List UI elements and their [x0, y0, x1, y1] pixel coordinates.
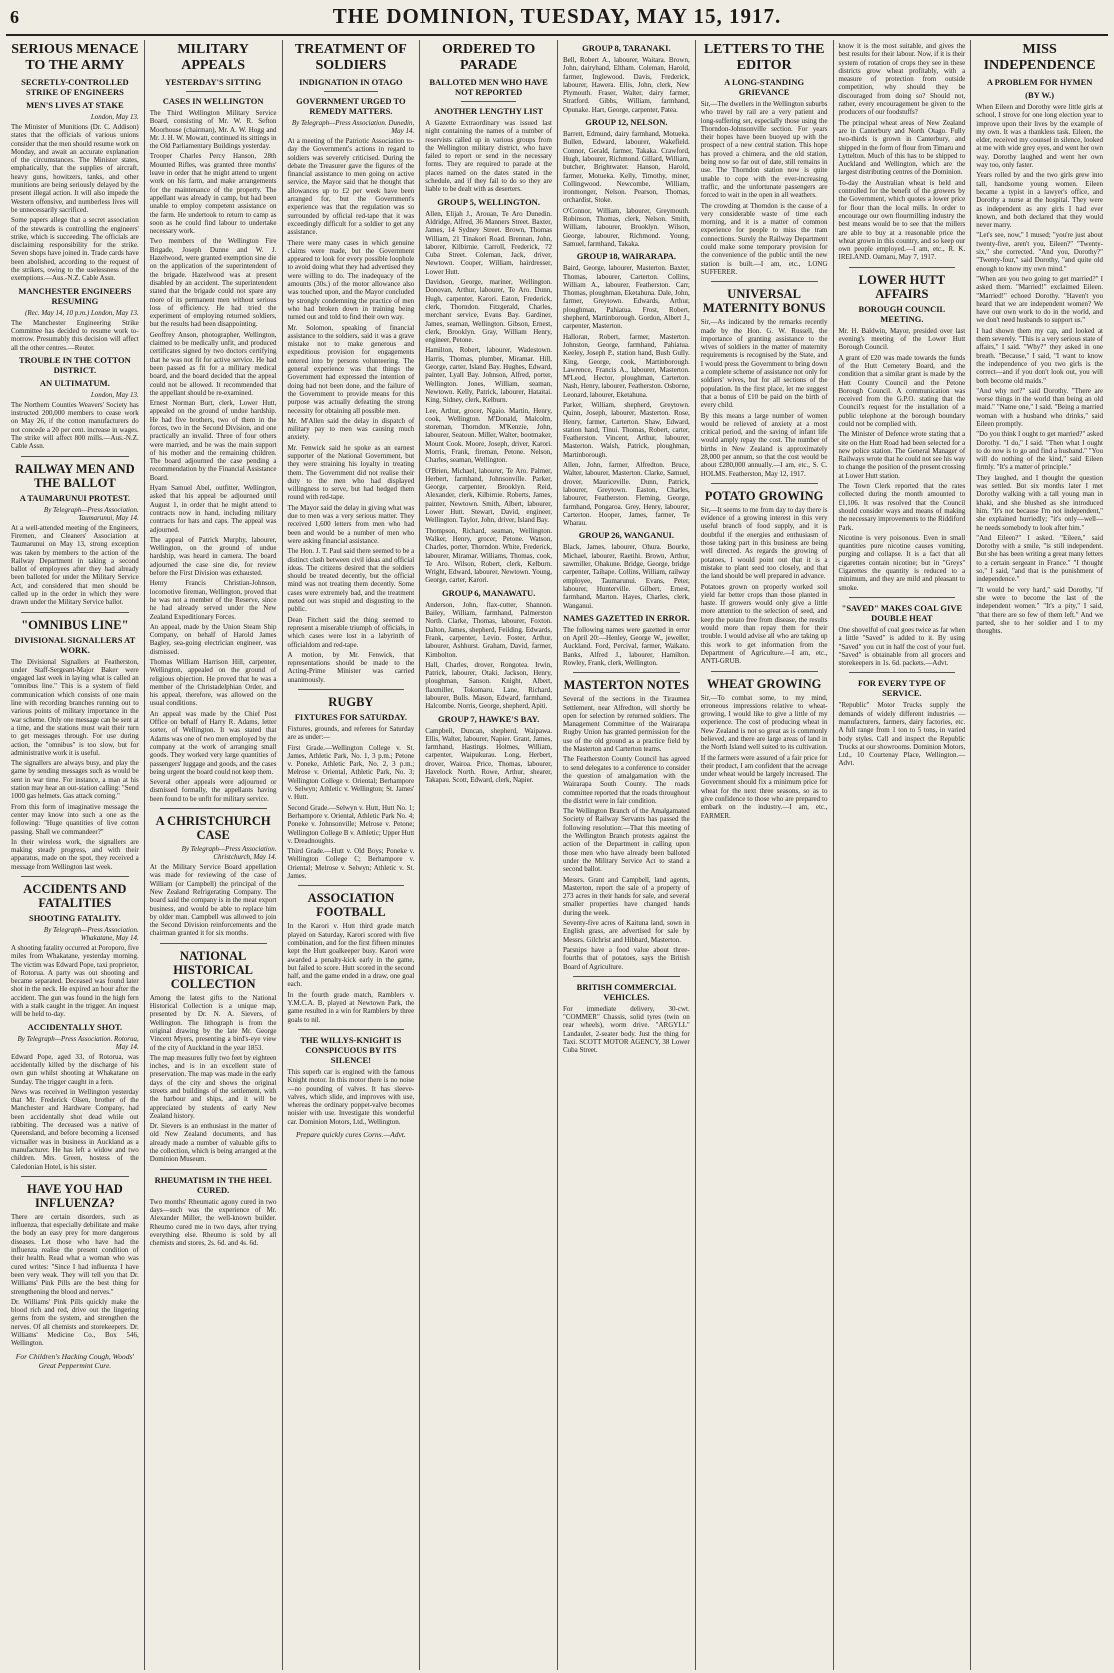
- advertisement-line: Prepare quickly cures Corns.—Advt.: [295, 1129, 406, 1139]
- article-paragraph: Mr. Fenwick said he spoke as an earnest supporter of the National Government, but they were straining his loyalty in treating them. The Government did not realise their duty to the men who had displayed willingness to serve, but had hedged them round with red-tape.: [287, 443, 415, 502]
- dateline: By Telegraph—Press Association. Whakatane, May 14.: [43, 926, 139, 942]
- masthead: [6, 4, 1108, 36]
- headline: A CHRISTCHURCH CASE: [155, 814, 271, 843]
- subheading: BALLOTED MEN WHO HAVE NOT REPORTED: [429, 77, 548, 97]
- subheading: GROUP 18, WAIRARAPA.: [576, 251, 677, 262]
- subheading: MEN'S LIVES AT STAKE: [26, 100, 124, 110]
- headline: ORDERED TO PARADE: [442, 42, 536, 73]
- article-paragraph: Sir,—The dwellers in the Wellington suburbs who travel by rail are a very patient and long-suffering set, especially those using the Thorndon-Johnsonville section. For years their hopes have been buoyed up with the prospect of a new central station. This hope has proved a chimera, and the old station, being now so far out of date, still remains in use. The Thorndon station now is quite unable to cope with the ever-increasing traffic, and the unfortunate passengers are forced to wait in the open in all weathers.: [700, 100, 828, 200]
- article-paragraph: Sir,—It seems to me from day to day there is evidence of a growing interest in this very useful branch of food supply, and it is doubtful if the energies and enthusiasm of those taking part in this business are being well directed. As regards the growing of potatoes, I would point out that it is a mistake to plant seed too closely, and that the land should be well prepared in advance.: [700, 505, 828, 581]
- article-paragraph: Potatoes grown on properly worked soil yield far better crops than those planted in haste. If growers would only give a little more attention to the selection of seed, and keep the potato free from disease, the results would more than repay them for their trouble. I would advise all who are taking up this work to get information from the Department of Agriculture.—I am, etc., ANTI-GRUB.: [700, 582, 828, 666]
- subheading: A PROBLEM FOR HYMEN: [986, 77, 1093, 87]
- article-paragraph: Mr. H. Baldwin, Mayor, presided over last evening's meeting of the Lower Hutt Borough Council.: [838, 326, 966, 352]
- subheading: SHOOTING FATALITY.: [28, 913, 121, 923]
- column-8: [970, 40, 1108, 1670]
- article-paragraph: Anderson, John, flax-cutter, Shannon. Bailey, William, farmhand, Palmerston North. Clarke, Thomas, labourer, Foxton. Dalton, James, shepherd, Feilding. Edwards, Frank, carpenter, Levin. Foster, Arthur, labourer, Ashhurst. Graham, David, farmer, Kimbolton.: [425, 600, 552, 659]
- subheading: DIVISIONAL SIGNALLERS AT WORK.: [14, 634, 136, 655]
- dateline: By Telegraph—Press Association. Dunedin, May 14.: [291, 119, 415, 135]
- article-paragraph: know it is the most suitable, and gives the best results for their labour. Now, if it is their system of rotation of crops they see in these districts grow wheat profitably, with a measure of protection from outside competition, why should they be discouraged from doing so? Should not, rather, every encouragement be given to the producers of our foodstuffs?: [838, 42, 966, 117]
- advertisement-line: For Children's Hacking Cough, Woods' Great Peppermint Cure.: [15, 1351, 135, 1370]
- article-paragraph: Two months' Rheumatic agony cured in two days—such was the experience of Mr. Alexander Miller, the well-known builder. Rheumo cured me in two days, after trying everything else. Rheumo is sold by all chemists and stores, 2s. 6d. and 4s. 6d.: [149, 1197, 277, 1248]
- subheading: NAMES GAZETTED IN ERROR.: [563, 612, 690, 623]
- subheading: FOR EVERY TYPE OF SERVICE.: [857, 678, 946, 699]
- column-rule: [21, 612, 129, 613]
- article-paragraph: Hamilton, Robert, labourer, Wadestown. Harris, Thomas, plumber, Miramar. Hill, George, carter, Island Bay. Hughes, Edward, painter, Lyall Bay. Johnson, Alfred, porter, Wellington. Jones, William, seaman, Newtown. Kelly, Patrick, labourer, Hataitai. King, Sidney, clerk, Kelburn.: [425, 346, 552, 405]
- article-paragraph: Some papers allege that a secret association of the stewards is controlling the engineers' strike, which is succeeding. The officials are disclaiming responsibility for the strike. Seven shops have joined in. Trade cards have been abolished, according to the request of the strikers, owing to the uselessness of the exemptions.—Aus.-N.Z. Cable Assn.: [11, 216, 139, 283]
- masthead-title: THE DOMINION, TUESDAY, MAY 15, 1917.: [332, 4, 782, 28]
- article-paragraph: Ernest Norman Burt, clerk, Lower Hutt, appealed on the ground of undue hardship. He had five brothers, two of them in the forces, two in the Second Division, and one practically an invalid. Three of four others were married, and he was the main support of his mother and the remaining children. The board adjourned the case pending a recommendation by the Financial Assistance Board.: [149, 399, 277, 482]
- article-paragraph: The following names were gazetted in error on April 20:—Henley, George W., jeweller, Auckland. Ford, Percival, farmer, Waikato. Banks, Alfred J., labourer, Hamilton. Rowley, Frank, clerk, Wellington.: [563, 625, 690, 667]
- column-rule: [160, 943, 267, 944]
- article-paragraph: To-day the Australian wheat is held and controlled for the benefit of the growers by the Government, which quotes a lower price for flour than the local mills. In order to encourage our own flourmilling industry the best means would be to see that the millers are able to buy at a reasonable price the wheat grown in this country, and so keep our own people employed.—I am, etc., R. K. IRELAND. Oamaru, May 7, 1917.: [838, 178, 966, 262]
- subheading: GROUP 7, HAWKE'S BAY.: [438, 713, 540, 724]
- article-paragraph: Messrs. Grant and Campbell, land agents, Masterton, report the sale of a property of 273 acres in their hands for sale, and several smaller properties have changed hands during the week.: [563, 875, 690, 917]
- subheading: A LONG-STANDING GRIEVANCE: [724, 77, 805, 97]
- article-paragraph: Seventy-five acres of Kaituna land, sown in English grass, are advertised for sale by Messrs. Gilchrist and Hibbard, Masterton.: [563, 919, 690, 944]
- column-rule: [298, 1029, 405, 1030]
- subheading: GROUP 6, MANAWATU.: [441, 587, 536, 598]
- article-paragraph: They laughed, and I thought the question was settled. But six months later I met Dorothy walking with a tall young man in khaki, and she blushed as she introduced him. "It's not because I'm not independent," she explained hurriedly; "it's only—well—he needs somebody to look after him.": [976, 473, 1103, 532]
- article-paragraph: "Do you think I ought to get married?" asked Dorothy. "I do," I said. "Then what I ought to do now is to go and find a husband." "You will do nothing of the kind," said Eileen firmly. "It's a matter of principle.": [976, 430, 1103, 472]
- column-6: [695, 40, 833, 1670]
- column-rule: [298, 885, 405, 886]
- article-paragraph: If the farmers were assured of a fair price for their product, I am confident that the acreage under wheat would be largely increased. The Government should fix a minimum price for wheat for the next three seasons, so as to give confidence to those who are prepared to embark on the industry.—I am, etc., FARMER.: [700, 753, 828, 820]
- article-paragraph: Halloran, Robert, farmer, Masterton. Johnston, George, farmhand, Pahiatua. Keeley, Joseph P., station hand, Bush Gully. King, George, cook, Martinborough. Lawrence, Francis A., labourer, Masterton. M'Leod, Hector, ploughman, Carterton. Nash, Henry, labourer, Featherston. Osborne, Leonard, labourer, Eketahuna.: [563, 332, 690, 399]
- headline: LETTERS TO THE EDITOR: [703, 42, 825, 73]
- article-paragraph: Years rolled by and the two girls grew into tall, handsome young women. Eileen became a typist in a lawyer's office, and Dorothy a nurse at the hospital. They were as independent as any girls I had ever known, and both declared that they would never marry.: [976, 171, 1103, 230]
- subheading: RHEUMATISM IN THE HEEL CURED.: [154, 1174, 272, 1195]
- article-paragraph: Dr. Sievers is an enthusiast in the matter of old New Zealand documents, and has already made a number of valuable gifts to the collection, which is being arranged at the Dominion Museum.: [149, 1122, 277, 1164]
- subheading: FIXTURES FOR SATURDAY.: [294, 712, 408, 722]
- article-paragraph: The Third Wellington Military Service Board, consisting of Mr. W. R. Sefton Moorhouse (chairman), Mr. A. W. Hogg and Mr. J. H. W. Mowatt, continued its sittings in the Old Parliamentary Buildings yesterday.: [149, 109, 277, 151]
- headline: RAILWAY MEN AND THE BALLOT: [15, 461, 135, 490]
- article-paragraph: News was received in Wellington yesterday that Mr. Frederick Olsen, brother of the Manchester and Hardware Company, had been accidentally shot dead while out rabbiting. The deceased was a native of Queensland, and before becoming a licensed victualler was in business in Auckland as a manufacturer. He has left a widow and two children. Mrs. Green, hostess of the Caledonian Hotel, is his sister.: [11, 1087, 139, 1171]
- column-rule: [849, 672, 956, 673]
- article-paragraph: Parsnips have a food value about three-fourths that of potatoes, says the British Board of Agriculture.: [563, 945, 690, 971]
- article-paragraph: Hall, Charles, drover, Rongotea. Irwin, Patrick, labourer, Otaki. Jackson, Henry, ploughman, Sanson. Knight, Albert, flaxmiller, Tokomaru. Lane, Richard, labourer, Bulls. Mason, Edward, farmhand, Halcombe. Norris, George, shepherd, Apiti.: [425, 660, 552, 711]
- article-paragraph: The principal wheat areas of New Zealand are in Canterbury and North Otago. Fully two-thirds is grown in Canterbury, and shipped in the form of flour from Timaru and Lyttelton. Much of this has to be shipped to Auckland and Wellington, which are the largest distributing centres of the Dominion.: [838, 118, 966, 177]
- article-paragraph: Geoffrey Anson, photographer, Wellington, claimed to be medically unfit, and produced certificates signed by two doctors certifying that he was not fit for active service. He had been passed as fit for a military medical board, and the board decided that the appeal could not be allowed. It recommended that the appellant should be re-examined.: [149, 330, 277, 397]
- headline: WHEAT GROWING: [706, 676, 822, 691]
- subheading: TROUBLE IN THE COTTON DISTRICT.: [18, 354, 131, 375]
- dateline: (Rec. May 14, 10 p.m.) London, May 13.: [25, 308, 139, 317]
- article-paragraph: In the Karori v. Hutt third grade match played on Saturday, Karori scored with five combination, and for the first fifteen minutes kept the Hutt goalkeeper busy. Karori were awarded a penalty-kick early in the game, but failed to score. Hutt scored in the second half, and the game ended in a draw, one goal each.: [287, 922, 415, 989]
- article-paragraph: Parker, William, shepherd, Greytown. Quinn, Joseph, labourer, Masterton. Rose, Henry, farmer, Carterton. Shaw, Edward, station hand, Tinui. Thomas, Robert, carter, Featherston. Vincent, Arthur, labourer, Masterton. Walsh, Patrick, ploughman, Martinborough.: [563, 400, 690, 459]
- subheading: ANOTHER LENGTHY LIST: [434, 106, 544, 116]
- article-paragraph: "When are you two going to get married?" I asked them. "Married!" exclaimed Eileen. "Married!" echoed Dorothy. "Haven't you heard that we are independent women? We have our own work to do in the world, and we don't need husbands to support us.": [976, 274, 1103, 325]
- column-rule: [160, 808, 267, 809]
- article-paragraph: O'Brien, Michael, labourer, Te Aro. Palmer, Herbert, farmhand, Johnsonville. Parker, George, carpenter, Brooklyn. Reid, Alexander, clerk, Kilbirnie. Roberts, James, painter, Newtown. Smith, Albert, labourer, Lower Hutt. Stewart, David, engineer, Wellington. Taylor, John, driver, Island Bay.: [425, 466, 552, 525]
- column-1: [6, 40, 144, 1670]
- column-rule: [711, 671, 818, 672]
- article-paragraph: Among the latest gifts to the National Historical Collection is a unique map, presented by Dr. N. A. Sievers, of Wellington. The lithograph is from the original drawing by the late Mr. George Vincent Myers, presenting a bird's-eye view of the city of Auckland in the year 1853.: [149, 993, 277, 1052]
- article-paragraph: Trooper Charles Percy Hanson, 28th Mounted Rifles, was granted three months' leave in order that he might attend to urgent work on his farm, and make arrangements for the maintenance of the property. The appellant was already in camp, but had been unable to employ competent assistance on the farm. He undertook to return to camp as soon as he could find labour to undertake necessary work.: [149, 152, 277, 236]
- subheading: CASES IN WELLINGTON: [162, 96, 264, 106]
- subheading: MANCHESTER ENGINEERS RESUMING: [18, 285, 132, 306]
- article-paragraph: The Manchester Engineering Strike Committee has decided to resume work to-morrow. Presumably this decision will affect all the other centres.—Reuter.: [11, 318, 139, 352]
- dateline: By Telegraph—Press Association. Rotorua, May 14.: [17, 1034, 139, 1051]
- subheading: A TAUMARUNUI PROTEST.: [19, 492, 131, 503]
- subheading: GROUP 12, NELSON.: [585, 117, 668, 128]
- column-rule: [160, 1169, 267, 1170]
- article-paragraph: "And Eileen?" I asked. "Eileen," said Dorothy with a smile, "is still independent. But she has been writing a great many letters to a certain sergeant in France." "I thought so," I said, "and that is the punishment of independence.": [976, 533, 1103, 584]
- article-paragraph: Dean Fitchett said the thing seemed to represent a miserable triumph of officials, in which cases were lost in a labyrinth of officialdom and red-tape.: [287, 615, 415, 649]
- column-rule: [21, 876, 129, 877]
- subheading: GROUP 8, TARANAKI.: [582, 43, 671, 53]
- article-paragraph: Sir,—As indicated by the remarks recently made by the Hon. G. W. Russell, the importance of granting assistance to the wives of soldiers in the matter of maternity requirements is recognised by the State, and I would press the Government to bring down a complete scheme of assistance not only for soldiers' wives, but for all sections of the population. In the first place, let me suggest that a bonus of £10 be paid on the birth of every child.: [700, 318, 828, 410]
- column-rule: [573, 672, 680, 673]
- column-3: [282, 40, 420, 1670]
- article-paragraph: By this means a large number of women would be relieved of anxiety at a most critical period, and the saving of infant life would amply repay the cost. The number of births in New Zealand is approximately 28,000 per annum, so that the cost would be about £280,000 annually.—I am, etc., S. C. HOLMS. Featherston, May 12, 1917.: [700, 411, 828, 478]
- article-paragraph: Mr. M'Allen said the delay in dispatch of military pay to men was causing much anxiety.: [287, 416, 415, 442]
- article-paragraph: The Mayor said the delay in giving what was due to men was a very serious matter. They received 1,600 letters from men who had been and would be a number of men who were asking financial assistance.: [287, 503, 415, 545]
- short-rule: [461, 101, 516, 102]
- article-paragraph: The Hon. J. T. Paul said there seemed to be a distinct clash between civil ideas and official ideas. The citizens desired that the soldiers should be treated decently, but the official mind was not treating them decently. Some cases were extremely bad, and the treatment meted out was stupid and disgusting to the public.: [287, 547, 415, 614]
- article-paragraph: Two members of the Wellington Fire Brigade, Joseph Dunne and W. J. Hazelwood, were granted exemption sine die on the application of the superintendent of the brigade. Hazelwood was at present disabled by an accident. The superintendent stated that the brigade could not spare any more of its permanent men without serious loss of efficiency. He had tried the experiment of employing returned soldiers, but the results had been disappointing.: [149, 237, 277, 329]
- article-paragraph: From this form of imaginative message the center may know into such a one as the following: "Huge quantities of live cotton passing. Shall we commandeer?": [11, 802, 139, 836]
- subheading: GROUP 26, WANGANUI.: [578, 530, 674, 541]
- article-paragraph: Bell, Robert A., labourer, Waitara. Brown, John, dairyhand, Eltham. Coleman, Harold, farmer, Inglewood. Davis, Frederick, labourer, Hawera. Ellis, John, clerk, New Plymouth. Fraser, Walter, dairy farmer, Stratford. Gibbs, William, farmhand, Opunake. Hart, George, carpenter, Patea.: [563, 56, 690, 114]
- dateline: London, May 13.: [90, 390, 139, 399]
- article-paragraph: Lee, Arthur, grocer, Ngaio. Martin, Henry, cook, Wellington. M'Donald, Malcolm, storeman, Thorndon. M'Kenzie, John, labourer, Seatoun. Miller, Walter, bootmaker, Mount Cook. Moore, Joseph, driver, Karori. Morris, Frank, fireman, Petone. Nelson, Charles, seaman, Wellington.: [425, 406, 552, 465]
- article-paragraph: I had shown them my cap, and looked at them severely. "This is a very serious state of affairs," I said. "Why?" they asked in one breath. "Because," I said, "I want to know the independence of you two girls is the correct—and if you don't look out, you will both become old maids.": [976, 326, 1103, 385]
- headline: "OMNIBUS LINE": [21, 617, 129, 632]
- headline: ASSOCIATION FOOTBALL: [307, 891, 395, 920]
- article-paragraph: The Divisional Signallers at Featherston, under Staff-Sergeant-Major Baker were engaged last week in laying what is called an "omnibus line." This is a system of field communication which consists of one main line with recording branches running out to various points of military importance in the war scheme. Only one message can be sent at a time, and the stations must wait their turn to get messages through. For use during action, the "omnibus" is too slow, but for administrative work it is useful.: [11, 657, 139, 757]
- page-number: 6: [10, 7, 19, 27]
- article-paragraph: "It would be very hard," said Dorothy, "if she were to become the last of the independent women." "It's a pity," I said, "that there are so few of them left." And we parted, she to her soldier and I to my thoughts.: [976, 585, 1103, 636]
- article-paragraph: Several of the sections in the Tiraumea Settlement, near Alfredton, will shortly be open for selection by returned soldiers. The Management Committee of the Wairarapa Rugby Union has granted permission for the use of the old ground as a practice field by the Masterton and Carterton teams.: [563, 695, 690, 754]
- article-paragraph: Fixtures, grounds, and referees for Saturday are as under:—: [287, 725, 415, 742]
- headline: MILITARY APPEALS: [177, 42, 249, 73]
- column-7: [833, 40, 971, 1670]
- subheading: THE WILLYS-KNIGHT IS CONSPICUOUS BY ITS SILENCE!: [300, 1034, 402, 1065]
- article-paragraph: In their wireless work, the signallers are making steady progress, and with their apparatus, made on the spot, they received a message from Wellington last week.: [11, 837, 139, 871]
- subheading: (BY W.): [1025, 90, 1055, 100]
- article-paragraph: Several other appeals were adjourned or dismissed formally, the appellants having been found to be unfit for military service.: [149, 778, 277, 803]
- article-paragraph: The Featherston County Council has agreed to send delegates to a conference to consider the question of amalgamation with the Wairarapa South County. The roads committee reported that the roads throughout the district were in fair condition.: [563, 755, 690, 805]
- subheading: "SAVED" MAKES COAL GIVE DOUBLE HEAT: [841, 602, 963, 623]
- article-paragraph: In the fourth grade match, Ramblers v. Y.M.C.A. B, played at Newtown Park, the game resulted in a win for Ramblers by three goals to nil.: [287, 990, 415, 1024]
- article-paragraph: There are certain disorders, such as influenza, that especially debilitate and make the body an easy prey for more dangerous diseases. Let those who have had the influenza realise the present condition of their health. Read what a woman who was cured writes: "Since I had influenza I have been very weak. They will tell you that Dr. Williams' Pink Pills are the best thing for strengthening the blood and nerves.": [11, 1212, 139, 1296]
- article-paragraph: An appeal, made by the Union Steam Ship Company, on behalf of Harold James Bagley, sea-going electrician engineer, was dismissed.: [149, 622, 277, 656]
- article-paragraph: The Town Clerk reported that the rates collected during the month amounted to £1,106. It was resolved that the Council should consider ways and means of making the necessary improvements to the Riddiford Park.: [838, 482, 966, 532]
- article-paragraph: A grant of £20 was made towards the funds of the Hutt Cemetery Board, and the condition that a similar grant is made by the Hutt County Council and the Petone Borough Council. A communication was received from the G.P.O. stating that the Council's request for the installation of a public telephone at the borough boundary could not be complied with.: [838, 353, 966, 428]
- article-paragraph: Hyam Samuel Abel, outfitter, Wellington, asked that his appeal be adjourned until August 1, in order that he might attend to contracts now in hand, including military contracts for hats and caps. The appeal was adjourned.: [149, 484, 277, 534]
- headline: UNIVERSAL MATERNITY BONUS: [702, 287, 826, 316]
- headline: MASTERTON NOTES: [563, 678, 690, 693]
- article-paragraph: The crowding at Thorndon is the cause of a very considerable waste of time each morning, and it is a matter of common experience for people to miss the tram connections. Surely the Railway Department could make some temporary provision for the convenience of the public until the new station is built.—I am, etc., LONG SUFFERER.: [700, 201, 828, 276]
- article-paragraph: The signallers are always busy, and play the game by sending messages such as would be sent in war time. For instance, a man at his station may hear an out-station calling: "Send 1000 gas helmets. Gas attack coming.": [11, 759, 139, 801]
- article-paragraph: Second Grade.—Selwyn v. Hutt, Hutt No. 1; Berhampore v. Oriental, Athletic Park No. 4; Poneke v. Johnsonville; Melrose v. Petone; Wellington College B v. Athletic; Upper Hutt v. Dreadnoughts.: [287, 803, 415, 845]
- short-rule: [186, 91, 241, 92]
- column-rule: [21, 1176, 129, 1177]
- article-paragraph: One shovelful of coal goes twice as far when a little "Saved" is added to it. By using "Saved" you cut in half the cost of your fuel. "Saved" is obtainable from all grocers and storekeepers in 1s. 6d. packets.—Advt.: [838, 625, 966, 668]
- article-paragraph: An appeal was made by the Chief Post Office on behalf of Harry R. Adams, letter sorter, of Wellington. It was stated that Adams was one of two men employed by the company at the work of arranging small goods. They worked very large quantities of passengers' luggage and goods, and the cases being urgent the board could not keep them.: [149, 709, 277, 776]
- article-paragraph: "Republic" Motor Trucks supply the demands of widely different industries — manufacturers, farmers, dairy factories, etc. A full range from 1 ton to 5 tons, in varied body styles. Call and inspect the Republic Trucks at our showrooms. Dominion Motors, Ltd., 10 Courtenay Place, Wellington.—Advt.: [838, 701, 966, 768]
- article-paragraph: "Let's see, now," I mused; "you're just about twenty-five, aren't you, Eileen?" "Twenty-six," she corrected. "And you, Dorothy?" "Twenty-four," said Dorothy, "and quite old enough to know my own mind.": [976, 231, 1103, 273]
- article-paragraph: A Gazette Extraordinary was issued last night containing the names of a number of reservists called up in various groups from the Wellington military district, who have failed to report or send in the necessary forms. They are required to parade at the places named on the dates stated in the schedule, and if they fail to do so they are liable to be dealt with as deserters.: [425, 119, 552, 194]
- article-paragraph: At a well-attended meeting of the Engineers, Firemen, and Cleaners' Association at Taumarunui on May 13, strong exception was taken by members to the action of the Railway Department in taking a second ballot of employees after they had already been balloted for under the Military Service Act, and considered that men should be called up in the order in which they were drawn under the Military Service ballot.: [11, 523, 139, 607]
- article-paragraph: The Minister of Munitions (Dr. C. Addison) states that the officials of various unions consider that the men should resume work on Monday, and await an accurate explanation of the circumstances. The Minister states, emphatically, that the supplies of aircraft, heavy guns, howitzers, tanks, and other munitions are being seriously delayed by the present illegal action. It will also impede the Western offensive, and numberless lives will be unnecessarily sacrificed.: [11, 123, 139, 214]
- column-rule: [21, 456, 129, 457]
- column-rule: [849, 267, 956, 268]
- article-paragraph: Allen, John, farmer, Alfredton. Bruce, Walter, labourer, Masterton. Clarke, Samuel, drover, Mauriceville. Dunn, Patrick, labourer, Greytown. Easton, Charles, labourer, Featherston. Fleming, George, farmhand, Pongaroa. Grey, Henry, labourer, Carterton. Hooper, James, farmer, Te Wharau.: [563, 461, 690, 528]
- subheading: SECRETLY-CONTROLLED STRIKE OF ENGINEERS: [21, 77, 129, 97]
- headline: HAVE YOU HAD INFLUENZA?: [26, 1181, 123, 1210]
- dateline: By Telegraph—Press Association. Taumarunui, May 14.: [43, 505, 139, 522]
- headline: ACCIDENTS AND FATALITIES: [23, 882, 127, 910]
- article-paragraph: Allen, Elijah J., Arouan, Te Aro Dunedin. Aldridge, Alfred, 36 Manners Street. Baxter, James, 14 Sydney Street. Brown, Thomas William, 21 Tinakori Road. Brennan, John, laborer, Kilbirnie. Carroll, Frederick, 72 Cuba Street. Coleman, Jack, driver, Newtown. Cooper, William, hairdresser, Lower Hutt.: [425, 209, 552, 276]
- article-paragraph: Third Grade.—Hutt v. Old Boys; Poneke v. Wellington College C; Berhampore v. Oriental; Melrose v. Selwyn; Athletic v. St. James.: [287, 847, 415, 881]
- article-paragraph: Thompson, Richard, seaman, Wellington. Walker, Henry, grocer, Petone. Watson, Charles, porter, Thorndon. White, Frederick, labourer, Miramar. Williams, Thomas, cook, Te Aro. Wilson, Robert, clerk, Kelburn. Wright, Edward, labourer, Newtown. Young, George, carter, Karori.: [425, 526, 552, 585]
- article-paragraph: Campbell, Duncan, shepherd, Waipawa. Ellis, Walter, labourer, Napier. Grant, James, farmhand, Hastings. Holmes, William, carpenter, Waipukurau. Long, Herbert, drover, Wairoa. Price, Thomas, labourer, Havelock North. Rowe, Arthur, shearer, Takapau. Scott, Edward, clerk, Napier.: [425, 726, 552, 785]
- article-paragraph: Mr. Solomon, speaking of financial assistance to the soldiers, said it was a grave mistake not to make generous and expeditious provision for engagements entered into by persons volunteering. The general experience was that things the Government had expressed the intention of doing had not been done, and the failure of the Government to provide means for this purpose was actually defeating the strong necessity for obtaining all possible men.: [287, 323, 415, 415]
- column-rule: [849, 597, 956, 598]
- headline: MISS INDEPENDENCE: [983, 42, 1096, 73]
- article-paragraph: A motion, by Mr. Fenwick, that representations should be made to the Acting-Prime Minister was carried unanimously.: [287, 650, 415, 684]
- article-paragraph: Black, James, labourer, Ohura. Bourke, Michael, labourer, Raetihi. Brown, Arthur, sawmiller, Ohakune. Bridge, George, bridge carpenter, Taihape. Collins, William, railway employee, Taumarunui. Evans, Peter, labourer, Hunterville. Gilbert, Ernest, farmhand, Marton. Hayes, Charles, clerk, Wanganui.: [563, 543, 690, 610]
- headline: RUGBY: [328, 695, 374, 709]
- subheading: BOROUGH COUNCIL MEETING.: [858, 303, 946, 324]
- headline: TREATMENT OF SOLDIERS: [294, 42, 407, 73]
- article-paragraph: The Minister of Defence wrote stating that a site on the Hutt Road had been selected for a new police station. The General Manager of Railways wrote that he could not see his way to change the position of the present crossing at Lower Hutt station.: [838, 430, 966, 480]
- article-paragraph: The map measures fully two feet by eighteen inches, and is in an excellent state of preservation. The map was made in the early days of the city and shows the original streets and buildings of the settlement, with the harbour and ships, and it will be appreciated by students of early New Zealand history.: [149, 1053, 277, 1120]
- subheading: INDIGNATION IN OTAGO: [299, 77, 403, 87]
- column-grid: [6, 40, 1108, 1670]
- dateline: London, May 13.: [90, 113, 139, 121]
- article-paragraph: Dr. Williams' Pink Pills quickly make the blood rich and red, drive out the lingering germs from the system, and strengthen the nerves. Of all chemists and storekeepers. Dr. Williams' Medicine Co., Box 546, Wellington.: [11, 1297, 139, 1348]
- column-rule: [298, 689, 405, 690]
- subheading: ACCIDENTALLY SHOT.: [27, 1021, 123, 1032]
- article-paragraph: "And why not?" said Dorothy. "There are worse things in the world than being an old maid." "Name one," I said. "Being a married woman with a husband who drinks," said Eileen promptly.: [976, 386, 1103, 428]
- column-5: [557, 40, 695, 1670]
- column-4: [419, 40, 557, 1670]
- article-paragraph: At the Military Service Board appellation was made for reviewing of the case of William (or Campbell) the principal of the New Zealand Refrigerating Company. The board said the company is in the meat export business, and would be able to replace him by older man. Campbell was allowed to join the Second Division reinforcements and the chairman granted it for six months.: [149, 863, 277, 938]
- column-rule: [711, 281, 818, 282]
- headline: NATIONAL HISTORICAL COLLECTION: [170, 948, 256, 991]
- headline: SERIOUS MENACE TO THE ARMY: [11, 42, 139, 73]
- article-paragraph: For immediate delivery, 30-cwt. "COMMER" Chassis, solid tyres (twin on rear wheels), worm drive. "ARGYLL" Landaulet, 2-seater body. Just the thing for Taxi. SCOTT MOTOR AGENCY, 38 Lower Cuba Street.: [563, 1004, 690, 1055]
- article-paragraph: Edward Pope, aged 33, of Rotorua, was accidentally killed by the discharge of his own gun whilst shooting at Whakatane on Sunday. The trigger caught in a fern.: [11, 1052, 139, 1086]
- article-paragraph: Baird, George, labourer, Masterton. Baxter, Thomas, labourer, Carterton. Collins, William A., labourer, Featherston. Carr, Thomas, ploughman, Eketahuna. Dale, John, farmer, Greytown. Edwards, Arthur, ploughman, Pahiatua. Frost, Robert, shepherd, Martinborough. Gordon, Albert J., carpenter, Masterton.: [563, 264, 690, 331]
- article-paragraph: A shooting fatality occurred at Poroporo, five miles from Whakatane, yesterday morning. The victim was Edward Pope, taxi proprietor, of Rotorua. A party was out shooting and became separated. Deceased was found later shot in the neck. He expired an hour after the accident. The gun was found in the high fern with a stalk caught in the trigger. An inquest will be held to-day.: [11, 944, 139, 1019]
- article-paragraph: Davidson, George, mariner, Wellington. Donovan, Arthur, labourer, Te Aro. Dunn, Hugh, carpenter, Karori. Eaton, Frederick, clerk, Thorndon. Fitzgerald, Charles, merchant service, Evans Bay. Gardiner, James, seaman, Wellington. Gibson, Ernest, clerk, Brooklyn. Gray, William Henry, engineer, Petone.: [425, 278, 552, 345]
- article-paragraph: The appeal of Patrick Murphy, labourer, Wellington, on the ground of undue hardship, was heard in camera. The board adjourned the case sine die, for review before the First Division was exhausted.: [149, 535, 277, 578]
- subheading: GOVERNMENT URGED TO REMEDY MATTERS.: [296, 96, 406, 116]
- article-paragraph: Thomas William Harrison Hill, carpenter, Wellington, appealed on the ground of religious objection. He proved that he was a member of the Christadelphian Order, and his appeal, therefore, was allowed on the usual conditions.: [149, 658, 277, 708]
- subheading: AN ULTIMATUM.: [39, 377, 110, 388]
- article-paragraph: The Wellington Branch of the Amalgamated Society of Railway Servants has passed the following resolution:—That this meeting of the Wellington Branch protests against the action of the Department in calling upon those men who have already been balloted under the Military Service Act to stand a second ballot.: [563, 807, 690, 874]
- subheading: BRITISH COMMERCIAL VEHICLES.: [576, 981, 677, 1002]
- article-paragraph: When Eileen and Dorothy were little girls at school, I strove for one long election year to improve upon their lives by the example of my own. It was a thankless task. Eileen, the elder, received my counsel in silence, looked at me with wide grey eyes, and went her own way. Dorothy laughed and went her own way too, only faster.: [976, 103, 1103, 170]
- article-paragraph: The Northern Counties Weavers' Society has instructed 200,000 members to cease work on May 26, if the cotton manufacturers do not concede a 20 per cent. increase in wages. The strike will affect 800 mills.—Aus.-N.Z. Cable Assn.: [11, 400, 139, 451]
- article-paragraph: O'Connor, William, labourer, Greymouth. Robinson, Thomas, clerk, Nelson. Smith, William, labourer, Brooklyn. Wilson, George, labourer, Richmond. Young, Samuel, farmhand, Takaka.: [563, 206, 690, 248]
- article-paragraph: Sir,—To combat some, to my mind, erroneous impressions relative to wheat-growing, I would like to give a little of my experience. The cost of producing wheat in New Zealand is not so great as is commonly believed, and there are large areas of land in the North Island well suited to its cultivation.: [700, 693, 828, 752]
- dateline: By Telegraph—Press Association. Christchurch, May 14.: [181, 845, 277, 862]
- headline: POTATO GROWING: [704, 488, 824, 503]
- subheading: YESTERDAY'S SITTING: [164, 77, 262, 87]
- short-rule: [324, 91, 379, 92]
- article-paragraph: First Grade.—Wellington College v. St. James, Athletic Park, No. 1, 3 p.m.; Petone v. Poneke, Athletic Park, No. 2, 3 p.m.; Melrose v. Oriental, Athletic Park, No. 3; Wellington College v. Oriental; Berhampore v. Selwyn; Athletic v. Wellington; St. James' v. Hutt.: [287, 743, 415, 802]
- headline: LOWER HUTT AFFAIRS: [858, 272, 946, 301]
- subheading: GROUP 5, WELLINGTON.: [437, 196, 540, 207]
- article-paragraph: This superb car is engined with the famous Knight motor. In this motor there is no noise—no pounding of valves. It has sleeve-valves, which slide, and improves with use, whereas the ordinary poppet-valve becomes noisier with use. Investigate this wonderful car. Dominion Motors, Ltd., Wellington.: [287, 1067, 415, 1126]
- column-rule: [711, 483, 818, 484]
- column-2: [144, 40, 282, 1670]
- article-paragraph: Henry Francis Christian-Johnson, locomotive fireman, Wellington, proved that he was not a member of the Reserve, since he had already served under the New Zealand Expeditionary Forces.: [149, 579, 277, 621]
- article-paragraph: Barrett, Edmund, dairy farmhand, Motueka. Bullen, Edward, labourer, Wakefield. Connor, Gerald, farmer, Takaka. Crawford, Hugh, labourer, Richmond. Gillard, William, butcher, Brightwater. Hanson, Harold, farmer, Motueka. Kelly, Timothy, miner, Collingwood. Newcombe, William, ironmonger, Nelson. Pearson, Thomas, orchardist, Stoke.: [563, 130, 690, 205]
- article-paragraph: There were many cases in which genuine claims were made, but the Government appeared to look for every possible loophole to avoid doing what they had advertised they were willing to do. The inadequacy of the amounts (30s.) of the motor allowance also was touched upon, and the Mayor concluded by strongly condemning the practice of men who had broken down in training being turned out and told to find their own way.: [287, 238, 415, 322]
- article-paragraph: At a meeting of the Patriotic Association to-day the Government's actions in regard to soldiers was severely criticised. During the debate the Treasurer gave the figures of the financial assistance to men going on active service, the Mayor said that he thought that allowances up to £2 per week have been arranged for, but the Government's experience was that the regulation was so surrounded by official red-tape that it was exceedingly difficult for a soldier to get any assistance.: [287, 137, 415, 237]
- column-rule: [573, 976, 680, 977]
- article-paragraph: Nicotine is very poisonous. Even in small quantities pure nicotine causes vomiting, purging and collapse. It is a fact that all cigarettes contain nicotine; but in "Greys" Cigarettes the quantity is reduced to a minimum, and they are mild and pleasant to smoke.: [838, 533, 966, 592]
